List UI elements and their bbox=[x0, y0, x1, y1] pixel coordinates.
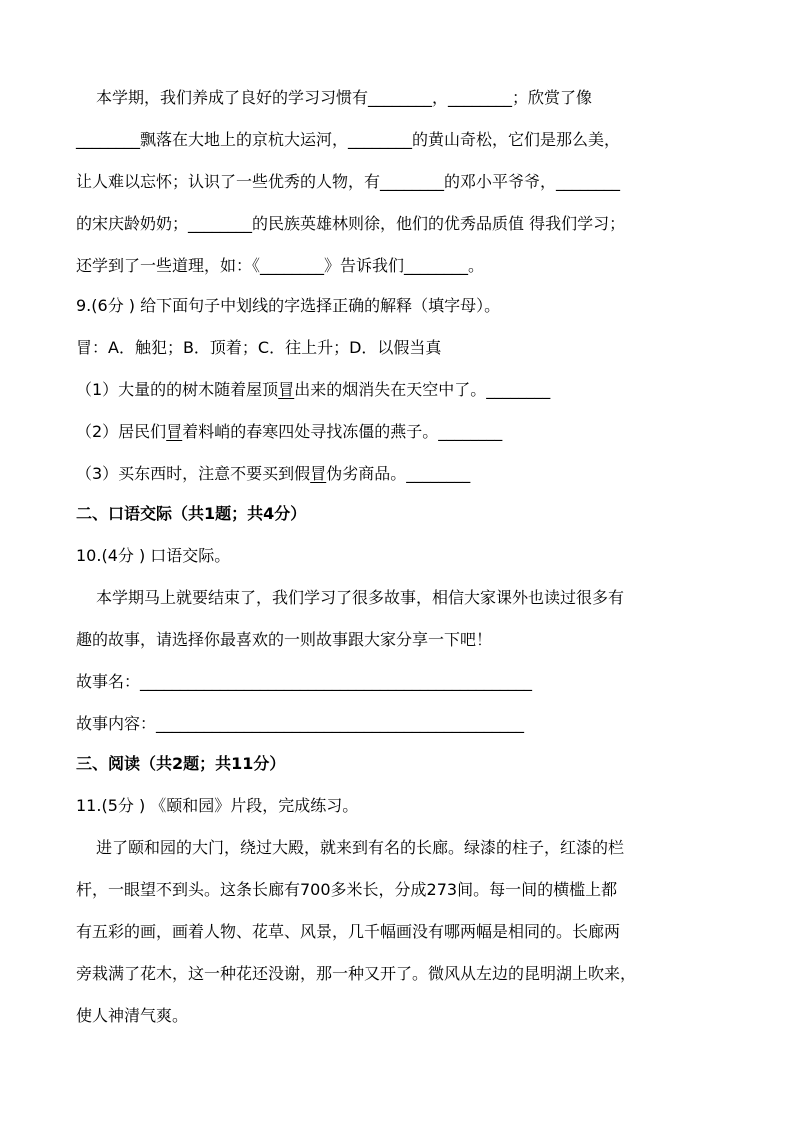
q9-item-3: （3）买东西时，注意不要买到假冒伪劣商品。________ bbox=[76, 464, 471, 483]
text-line: 趣的故事，请选择你最喜欢的一则故事跟大家分享一下吧！ bbox=[76, 630, 493, 649]
text-line: 本学期，我们养成了良好的学习习惯有________，________；欣赏了像 bbox=[96, 88, 593, 107]
story-name-field: 故事名：_________________________________________________ bbox=[76, 672, 533, 691]
q9-item-2: （2）居民们冒着料峭的春寒四处寻找冻僵的燕子。________ bbox=[76, 422, 503, 441]
text-line: 本学期马上就要结束了，我们学习了很多故事，相信大家课外也读过很多有 bbox=[96, 588, 625, 607]
text-line: 有五彩的画，画着人物、花草、风景，几千幅画没有哪两幅是相同的。长廊两 bbox=[76, 922, 621, 941]
definition-line: 冒：A．触犯；B．顶着；C．往上升；D．以假当真 bbox=[76, 338, 442, 357]
text-line: 杆，一眼望不到头。这条长廊有700多米长，分成273间。每一间的横槛上都 bbox=[76, 880, 618, 899]
section-heading-3: 三、阅读（共2题；共11分） bbox=[76, 754, 286, 773]
q9-item-1: （1）大量的的树木随着屋顶冒出来的烟消失在天空中了。________ bbox=[76, 380, 551, 399]
story-content-field: 故事内容：______________________________________________ bbox=[76, 714, 525, 733]
underlined-char: 冒 bbox=[310, 464, 327, 483]
text-line: 进了颐和园的大门，绕过大殿，就来到有名的长廊。绿漆的柱子，红漆的栏 bbox=[96, 838, 625, 857]
text-line: ________飘落在大地上的京杭大运河，________的黄山奇松，它们是那么美， bbox=[76, 130, 621, 149]
text-line: 旁栽满了花木，这一种花还没谢，那一种又开了。微风从左边的昆明湖上吹来， bbox=[76, 964, 637, 983]
question-9-title: 9.(6分 ) 给下面句子中划线的字选择正确的解释（填字母）。 bbox=[76, 296, 501, 315]
underlined-char: 冒 bbox=[166, 422, 183, 441]
text-line: 使人神清气爽。 bbox=[76, 1006, 189, 1025]
text-line: 还学到了一些道理，如：《________》告诉我们________。 bbox=[76, 256, 485, 275]
section-heading-2: 二、口语交际（共1题；共4分） bbox=[76, 504, 307, 523]
text-line: 的宋庆龄奶奶；________的民族英雄林则徐，他们的优秀品质值 得我们学习； bbox=[76, 214, 626, 233]
text-line: 让人难以忘怀；认识了一些优秀的人物，有________的邓小平爷爷，________ bbox=[76, 172, 621, 191]
underlined-char: 冒 bbox=[278, 380, 295, 399]
question-11-title: 11.(5分 ) 《颐和园》片段，完成练习。 bbox=[76, 796, 359, 815]
question-10-title: 10.(4分 ) 口语交际。 bbox=[76, 546, 231, 565]
